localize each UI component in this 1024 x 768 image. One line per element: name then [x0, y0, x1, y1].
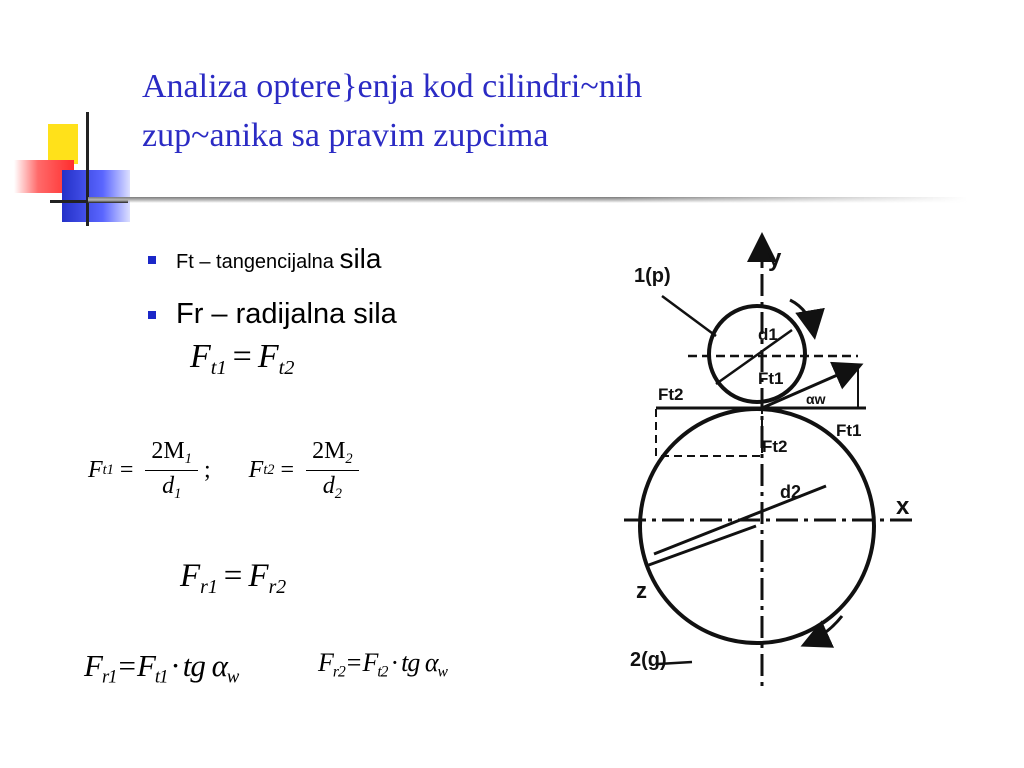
label-gear-2: 2(g)	[630, 649, 667, 671]
gear-2-circle	[640, 409, 874, 643]
bullet-square-icon	[148, 311, 156, 319]
slide-title-line-2: zup~anika sa pravim zupcima	[142, 117, 549, 154]
decor-vertical-line	[86, 112, 89, 226]
label-x: x	[896, 493, 910, 520]
label-ft1-top: Ft1	[758, 369, 784, 388]
gear-1-leader	[662, 296, 716, 336]
label-alpha: αw	[806, 391, 826, 407]
z-axis-line	[646, 526, 756, 566]
bullet-text-large: sila	[339, 243, 382, 274]
slide-title-line-1: Analiza optere}enja kod cilindri~nih	[142, 68, 643, 105]
decor-yellow-square	[48, 124, 78, 164]
label-y: y	[768, 245, 782, 272]
formula-fr2: $F_{r2}=F_{t2}$ · tg $\alpha_w$	[318, 648, 447, 681]
formula-fr1: $F_{r1}=F_{t1}\cdot tg$ $\alpha_w$	[84, 648, 239, 688]
formula-tangential-force: F t1 = $\frac{2M_1}{d_1}$ ; F t2 = $\frac{2M_2}{d_2}$	[88, 438, 365, 503]
gear-1-rotation-arrow	[790, 300, 814, 334]
label-ft1-right: Ft1	[836, 421, 862, 440]
fraction-2m2-d2: $\frac{2M_2}{d_2}$	[306, 438, 359, 503]
bullet-item-fr	[148, 298, 397, 331]
bullet-square-icon	[148, 256, 156, 264]
formula-fr1-equals-fr2: $F_{r1} = F_{r2}$	[180, 558, 287, 598]
label-z: z	[636, 578, 647, 603]
label-ft2-mid: Ft2	[762, 437, 788, 456]
fraction-2m1-d1: $\frac{2M_1}{d_1}$	[145, 438, 198, 503]
formula-ft1-equals-ft2: $F_{t1} = F_{t2}$	[190, 338, 295, 380]
slide-title	[142, 62, 902, 160]
label-d1: d1	[758, 325, 778, 344]
label-ft2-left: Ft2	[658, 385, 684, 404]
gear-force-diagram	[596, 216, 996, 716]
bullet-text: Ft – tangencijalna	[176, 251, 334, 273]
bullet-text: Fr – radijalna sila	[176, 298, 397, 330]
force-rectangle	[656, 408, 762, 456]
bullet-item-ft	[148, 243, 381, 275]
decor-blue-square	[62, 170, 130, 222]
label-d2: d2	[780, 482, 802, 502]
title-underline	[88, 197, 968, 203]
label-gear-1: 1(p)	[634, 265, 671, 287]
